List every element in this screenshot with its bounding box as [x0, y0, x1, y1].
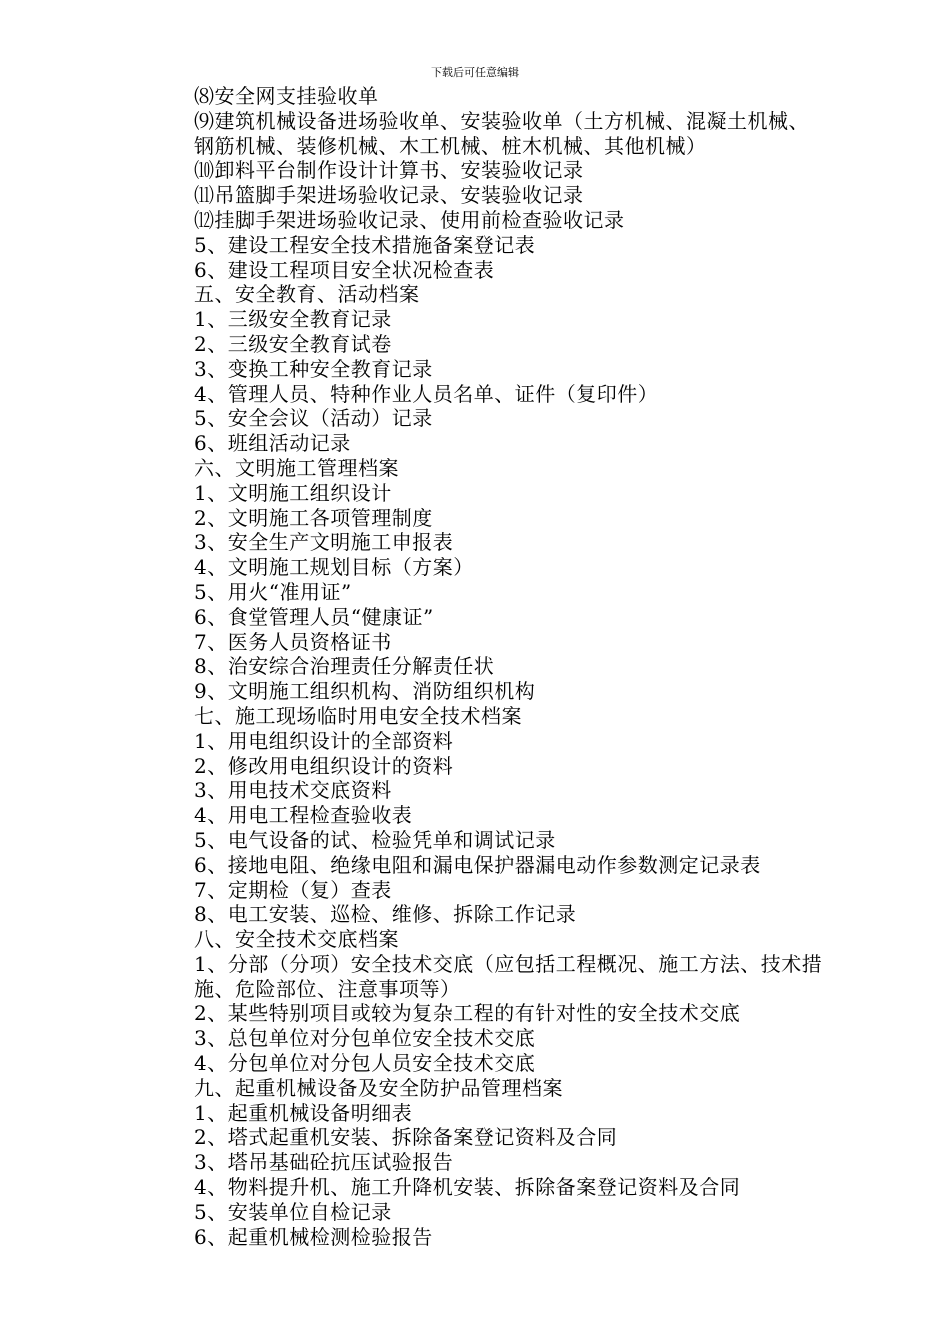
list-item: 9、文明施工组织机构、消防组织机构	[194, 679, 536, 704]
list-item: 5、电气设备的试、检验凭单和调试记录	[194, 827, 556, 852]
list-item: 2、三级安全教育试卷	[194, 331, 392, 356]
document-body	[194, 84, 824, 1249]
list-item: 4、用电工程检查验收表	[194, 803, 413, 828]
list-item: 5、安装单位自检记录	[194, 1199, 392, 1224]
list-item: 2、修改用电组织设计的资料	[194, 753, 454, 778]
list-item: 3、总包单位对分包单位安全技术交底	[194, 1026, 536, 1051]
list-item: 5、建设工程安全技术措施备案登记表	[194, 232, 536, 257]
list-item: 3、安全生产文明施工申报表	[194, 530, 454, 555]
list-item: 2、文明施工各项管理制度	[194, 505, 433, 530]
list-item: 7、医务人员资格证书	[194, 629, 392, 654]
list-item: 2、某些特别项目或较为复杂工程的有针对性的安全技术交底	[194, 1001, 741, 1026]
list-item: ⑼建筑机械设备进场验收单、安装验收单（土方机械、混凝土机械、钢筋机械、装修机械、木工机械、桩木机械、其他机械）	[194, 108, 809, 158]
list-item: 7、定期检（复）查表	[194, 877, 392, 902]
list-item: 8、电工安装、巡检、维修、拆除工作记录	[194, 902, 577, 927]
list-item: 5、安全会议（活动）记录	[194, 406, 433, 431]
list-item: 6、班组活动记录	[194, 431, 351, 456]
list-item: 2、塔式起重机安装、拆除备案登记资料及合同	[194, 1125, 618, 1150]
section-heading: 八、安全技术交底档案	[194, 927, 399, 952]
list-item: 4、管理人员、特种作业人员名单、证件（复印件）	[194, 381, 659, 406]
list-item: 3、塔吊基础砼抗压试验报告	[194, 1150, 454, 1175]
list-item: ⑾吊篮脚手架进场验收记录、安装验收记录	[194, 183, 584, 208]
list-item: ⑽卸料平台制作设计计算书、安装验收记录	[194, 158, 584, 183]
list-item: 1、文明施工组织设计	[194, 480, 392, 505]
list-item: 3、用电技术交底资料	[194, 778, 392, 803]
list-item: ⑿挂脚手架进场验收记录、使用前检查验收记录	[194, 207, 625, 232]
section-heading: 七、施工现场临时用电安全技术档案	[194, 703, 522, 728]
list-item: 8、治安综合治理责任分解责任状	[194, 654, 495, 679]
list-item: 5、用火“准用证”	[194, 579, 352, 604]
section-heading: 九、起重机械设备及安全防护品管理档案	[194, 1075, 563, 1100]
page-header: 下载后可任意编辑	[431, 66, 519, 79]
list-item: 1、三级安全教育记录	[194, 307, 392, 332]
list-item: 3、变换工种安全教育记录	[194, 356, 433, 381]
list-item: 6、起重机械检测检验报告	[194, 1224, 433, 1249]
section-heading: 五、安全教育、活动档案	[194, 282, 420, 307]
list-item: 1、用电组织设计的全部资料	[194, 728, 454, 753]
list-item: 6、接地电阻、绝缘电阻和漏电保护器漏电动作参数测定记录表	[194, 852, 761, 877]
list-item: 6、食堂管理人员“健康证”	[194, 604, 434, 629]
list-item: 1、分部（分项）安全技术交底（应包括工程概况、施工方法、技术措施、危险部位、注意事项等）	[194, 951, 823, 1001]
section-heading: 六、文明施工管理档案	[194, 455, 399, 480]
list-item: 4、物料提升机、施工升降机安装、拆除备案登记资料及合同	[194, 1175, 741, 1200]
list-item: ⑻安全网支挂验收单	[194, 84, 379, 108]
list-item: 4、文明施工规划目标（方案）	[194, 555, 474, 580]
list-item: 6、建设工程项目安全状况检查表	[194, 257, 495, 282]
list-item: 1、起重机械设备明细表	[194, 1100, 413, 1125]
list-item: 4、分包单位对分包人员安全技术交底	[194, 1051, 536, 1076]
